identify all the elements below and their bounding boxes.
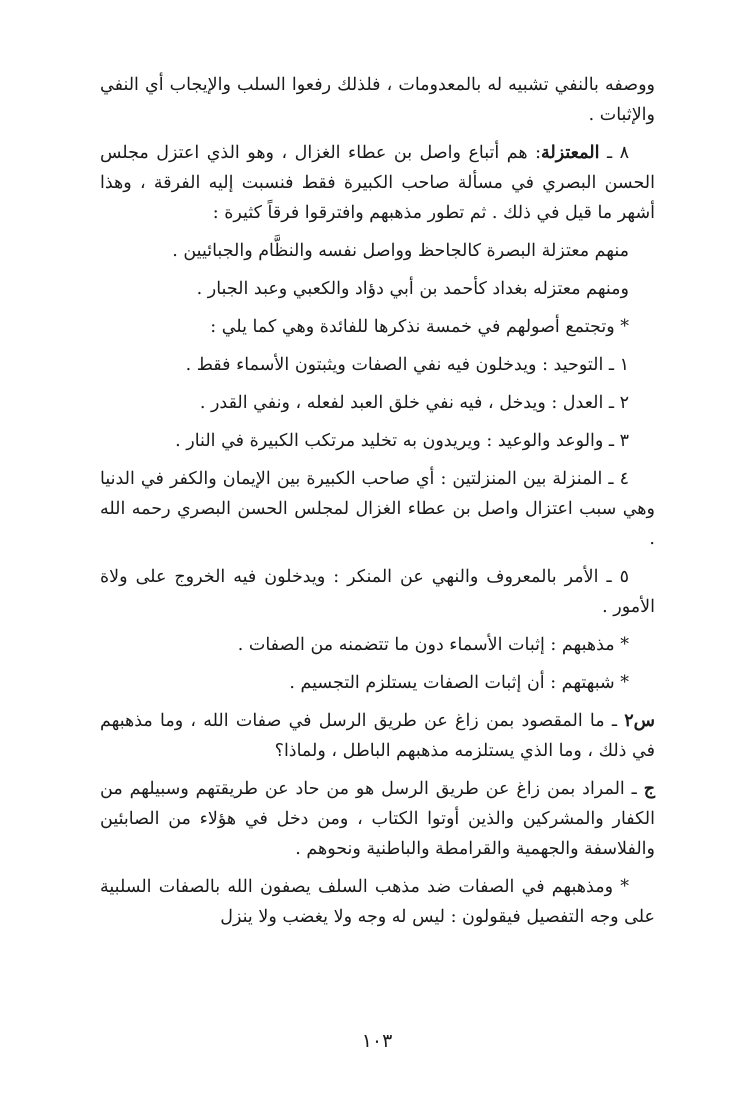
paragraph-basra: منهم معتزلة البصرة كالجاحظ وواصل نفسه والنظَّام والجبائيين . (172, 241, 629, 261)
page-number: ١٠٣ (361, 1030, 393, 1052)
principle-5: ٥ ـ الأمر بالمعروف والنهي عن المنكر : ويدخلون فيه الخروج على ولاة الأمور . (100, 567, 655, 617)
paragraph-principles-intro: * وتجتمع أصولهم في خمسة نذكرها للفائدة وهي كما يلي : (210, 317, 629, 337)
term-mutazila: المعتزلة (541, 143, 600, 163)
paragraph-mutazila (100, 138, 655, 228)
question-2 (100, 706, 655, 766)
paragraph-baghdad: ومنهم معتزله بغداد كأحمد بن أبي دؤاد والكعبي وعبد الجبار . (196, 279, 629, 299)
principle-1: ١ ـ التوحيد : ويدخلون فيه نفي الصفات ويثبتون الأسماء فقط . (185, 355, 629, 375)
paragraph-1: ووصفه بالنفي تشبيه له بالمعدومات ، فلذلك رفعوا السلب والإيجاب أي النفي والإثبات . (100, 75, 655, 125)
answer-label: ج (643, 779, 655, 799)
answer-text: ـ المراد بمن زاغ عن طريق الرسل هو من حاد عن طريقتهم وسبيلهم من الكفار والمشركين والذين أوتوا الكتاب ، ومن دخل في هؤلاء من الصابئين والفلاسفة والجهمية والقرامطة والباطنية ونحوهم . (100, 779, 655, 859)
paragraph-mutazila-text: : هم أتباع واصل بن عطاء الغزال ، وهو الذي اعتزل مجلس الحسن البصري في مسألة صاحب الكبيرة فقط فنسبت إليه الفرقة ، وهذا أشهر ما قيل في ذلك . ثم تطور مذهبهم وافترقوا فرقاً كثيرة : (100, 143, 655, 223)
page-body (100, 70, 655, 940)
question-text: ـ ما المقصود بمن زاغ عن طريق الرسل في صفات الله ، وما مذهبهم في ذلك ، وما الذي يستلزمه مذهبهم الباطل ، ولماذا؟ (100, 711, 655, 761)
principle-2: ٢ ـ العدل : ويدخل ، فيه نفي خلق العبد لفعله ، ونفي القدر . (199, 393, 629, 413)
item-number: ٨ ـ (606, 143, 629, 163)
paragraph-shubha: * شبهتهم : أن إثبات الصفات يستلزم التجسيم . (289, 673, 629, 693)
answer-2 (100, 774, 655, 864)
question-label: س٢ (624, 711, 655, 731)
paragraph-madhhab: * مذهبهم : إثبات الأسماء دون ما تتضمنه من الصفات . (237, 635, 629, 655)
principle-3: ٣ ـ والوعد والوعيد : ويريدون به تخليد مرتكب الكبيرة في النار . (175, 431, 629, 451)
paragraph-sifat: * ومذهبهم في الصفات ضد مذهب السلف يصفون الله بالصفات السلبية على وجه التفصيل فيقولون : ليس له وجه ولا يغضب ولا ينزل (100, 877, 655, 927)
principle-4: ٤ ـ المنزلة بين المنزلتين : أي صاحب الكبيرة بين الإيمان والكفر في الدنيا وهي سبب اعتزال واصل بن عطاء الغزال لمجلس الحسن البصري رحمه الله . (100, 469, 655, 549)
